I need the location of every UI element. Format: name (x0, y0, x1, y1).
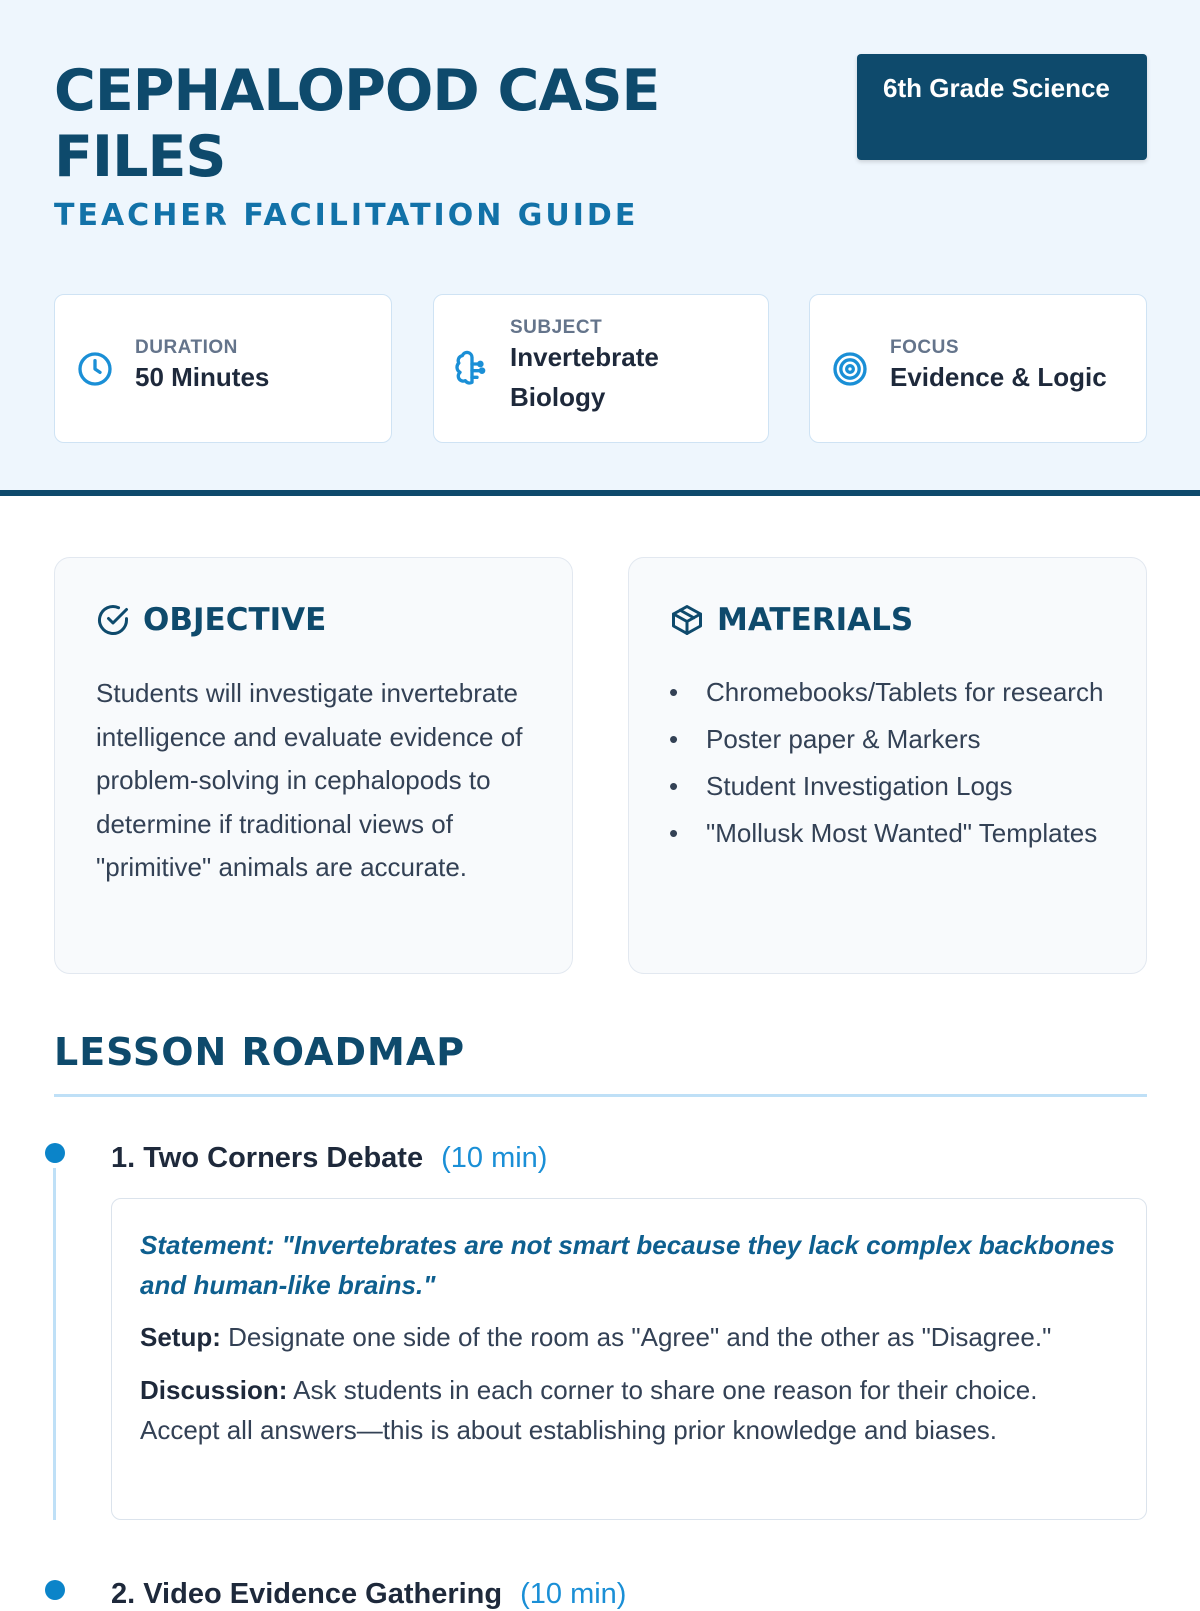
header-banner (0, 0, 1200, 496)
list-item (669, 766, 1109, 806)
step-time: (10 min) (441, 1142, 548, 1174)
step-time: (10 min) (520, 1578, 627, 1610)
materials-list (669, 672, 1109, 860)
page-subtitle: TEACHER FACILITATION GUIDE (54, 198, 639, 233)
clock-icon (75, 349, 115, 389)
stat-card-subject (433, 294, 769, 443)
step-title-text: 1. Two Corners Debate (111, 1142, 424, 1174)
box-icon (669, 602, 705, 638)
step-title-text: 2. Video Evidence Gathering (111, 1578, 503, 1610)
stat-value: Invertebrate Biology (510, 342, 659, 412)
setup-paragraph (140, 1317, 1118, 1357)
materials-header (669, 602, 913, 638)
setup-text: Designate one side of the room as "Agree" and the other as "Disagree." (228, 1322, 1052, 1352)
brain-icon (452, 349, 492, 389)
step-title (111, 1142, 547, 1175)
stat-card-duration (54, 294, 392, 443)
check-circle-icon (95, 602, 131, 638)
stat-value: Evidence & Logic (890, 362, 1107, 392)
timeline-line (53, 1168, 56, 1520)
list-item (669, 813, 1109, 853)
bullet: • (669, 677, 679, 707)
discussion-label: Discussion: (140, 1375, 288, 1405)
objective-header (95, 602, 326, 638)
stat-label: FOCUS (890, 337, 959, 358)
stat-value: 50 Minutes (135, 362, 270, 392)
divider (54, 1094, 1147, 1097)
objective-text: Students will investigate invertebrate intelligence and evaluate evidence of problem-solving in cephalopods to determine if traditional views of "primitive" animals are accurate. (96, 678, 523, 882)
bullet: • (669, 724, 679, 754)
stat-card-focus (809, 294, 1147, 443)
materials-title: MATERIALS (717, 602, 914, 638)
objective-title: OBJECTIVE (143, 602, 327, 638)
step-card (111, 1198, 1147, 1520)
stat-label: SUBJECT (510, 317, 603, 338)
timeline-dot (45, 1143, 65, 1163)
bullet: • (669, 818, 679, 848)
page-title: CEPHALOPOD CASE FILES (54, 58, 660, 190)
list-item (669, 672, 1109, 712)
material-text: Poster paper & Markers (706, 724, 981, 754)
setup-label: Setup: (140, 1322, 221, 1352)
material-text: Chromebooks/Tablets for research (706, 677, 1104, 707)
bullet: • (669, 771, 679, 801)
material-text: "Mollusk Most Wanted" Templates (706, 818, 1098, 848)
discussion-text: Ask students in each corner to share one reason for their choice. Accept all answers—this is about establishing prior knowledge and biases. (140, 1375, 1038, 1445)
timeline-dot (45, 1580, 65, 1600)
stat-label: DURATION (135, 337, 238, 358)
material-text: Student Investigation Logs (706, 771, 1013, 801)
grade-badge: 6th Grade Science (857, 54, 1147, 160)
discussion-paragraph (140, 1370, 1118, 1450)
debate-statement: Statement: "Invertebrates are not smart because they lack complex backbones and human-like brains." (140, 1230, 1115, 1300)
list-item (669, 719, 1109, 759)
roadmap-title: LESSON ROADMAP (54, 1030, 466, 1074)
target-icon (830, 349, 870, 389)
step-title (111, 1578, 626, 1611)
